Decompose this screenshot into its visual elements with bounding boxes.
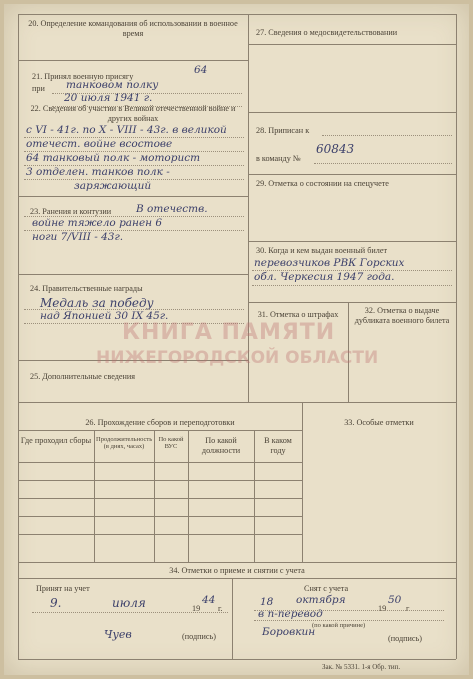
s22-label: 22. Сведения об участии в Великой отечественной войне и других войнах <box>30 104 236 123</box>
s34-reason-hint: (по какой причине) <box>312 622 366 629</box>
top-border <box>18 14 456 15</box>
s34-removed-day: 18 <box>260 596 274 608</box>
military-record-page <box>4 4 469 675</box>
s23-line1: В отечеств. <box>136 203 208 215</box>
s34-removed-year-prefix: 19 <box>378 604 387 613</box>
s20-label: 20. Определение командования об использовании в военное время <box>28 19 238 38</box>
s30-line1: перевозчиков РВК Горских <box>254 257 405 269</box>
s22-line1: с VI - 41г. по X - VIII - 43г. в великой <box>26 124 227 136</box>
right-border <box>456 14 457 659</box>
s21-number: 64 <box>194 64 208 76</box>
s33-label: 33. Особые отметки <box>344 418 414 427</box>
watermark-line1: КНИГА ПАМЯТИ <box>122 320 336 345</box>
s30-label: 30. Когда и кем выдан военный билет <box>256 246 388 255</box>
s34-sign-right: Боровкин <box>262 626 316 638</box>
s34-removed-month: октября <box>296 594 346 606</box>
s27-label: 27. Сведения о медосвидетельствовании <box>256 28 398 37</box>
s29-label: 29. Отметка о состоянии на спецучете <box>256 179 389 188</box>
s30-line2: обл. Черкесия 1947 года. <box>254 271 395 283</box>
s34-sign-left: Чуев <box>104 628 132 641</box>
s34-removed-year: 50 <box>388 594 402 606</box>
s26-col-duration: Продолжительность (в днях, часах) <box>96 436 153 450</box>
s26-label: 26. Прохождение сборов и переподготовки <box>85 418 235 427</box>
s23-line2: войне тяжело ранен 6 <box>32 217 163 229</box>
s21-label: 21. Принял военную присягу <box>32 72 134 81</box>
s34-sign-label-right: (подпись) <box>388 634 422 643</box>
s24-label: 24. Правительственные награды <box>30 284 143 293</box>
s24-line2: над Японией 30 IX 45г. <box>40 310 169 322</box>
s28-label: 28. Приписан к <box>256 126 310 135</box>
s34-accepted-year: 44 <box>202 594 216 606</box>
s34-sign-label-left: (подпись) <box>182 632 216 641</box>
s34-accepted-month: июля <box>112 596 146 610</box>
s26-col-year: В каком году <box>264 436 292 455</box>
s32-label: 32. Отметка о выдаче дубликата военного билета <box>354 306 450 325</box>
s34-accepted-label: Принят на учет <box>36 584 90 593</box>
s34-accepted-year-prefix: 19 <box>192 604 201 613</box>
s31-label: 31. Отметка о штрафах <box>257 310 339 319</box>
s21-unit: танковом полку <box>66 79 159 91</box>
s22-line2: отечест. войне всостове <box>26 138 173 150</box>
s26-col-position: По какой должности <box>201 436 241 455</box>
s24-line1: Медаль за победу <box>40 296 154 310</box>
s34-label: 34. Отметки о приеме и снятии с учета <box>169 566 305 575</box>
s34-accepted-year-suffix: г. <box>218 604 223 613</box>
s22-line3: 64 танковый полк - моторист <box>26 152 201 164</box>
s34-accepted-day: 9. <box>50 596 62 610</box>
s26-col-vus: По какой ВУС <box>158 436 184 450</box>
s34-removed-label: Снят с учета <box>304 584 349 593</box>
s28-command-label: в команду № <box>256 154 301 163</box>
s34-removed-year-suffix: г. <box>406 604 411 613</box>
s34-reason: в п-перевод <box>258 608 323 620</box>
s21-pri: при <box>32 84 45 93</box>
s21-date: 20 июля 1941 г. <box>64 92 153 104</box>
s28-command-number: 60843 <box>316 142 355 156</box>
s25-label: 25. Дополнительные сведения <box>30 372 136 381</box>
s26-col-where: Где проходил сборы <box>20 436 92 445</box>
print-footer: Зак. № 5331. 1-я Обр. тип. <box>322 663 401 671</box>
s22-line4: 3 отделен. танков полк - <box>26 166 170 178</box>
s23-label: 23. Ранения и контузии <box>30 207 112 216</box>
watermark-line2: НИЖЕГОРОДСКОЙ ОБЛАСТИ <box>96 348 379 368</box>
s23-line3: ноги 7/VIII - 43г. <box>32 231 124 243</box>
s22-line5: заряжающий <box>74 180 152 192</box>
